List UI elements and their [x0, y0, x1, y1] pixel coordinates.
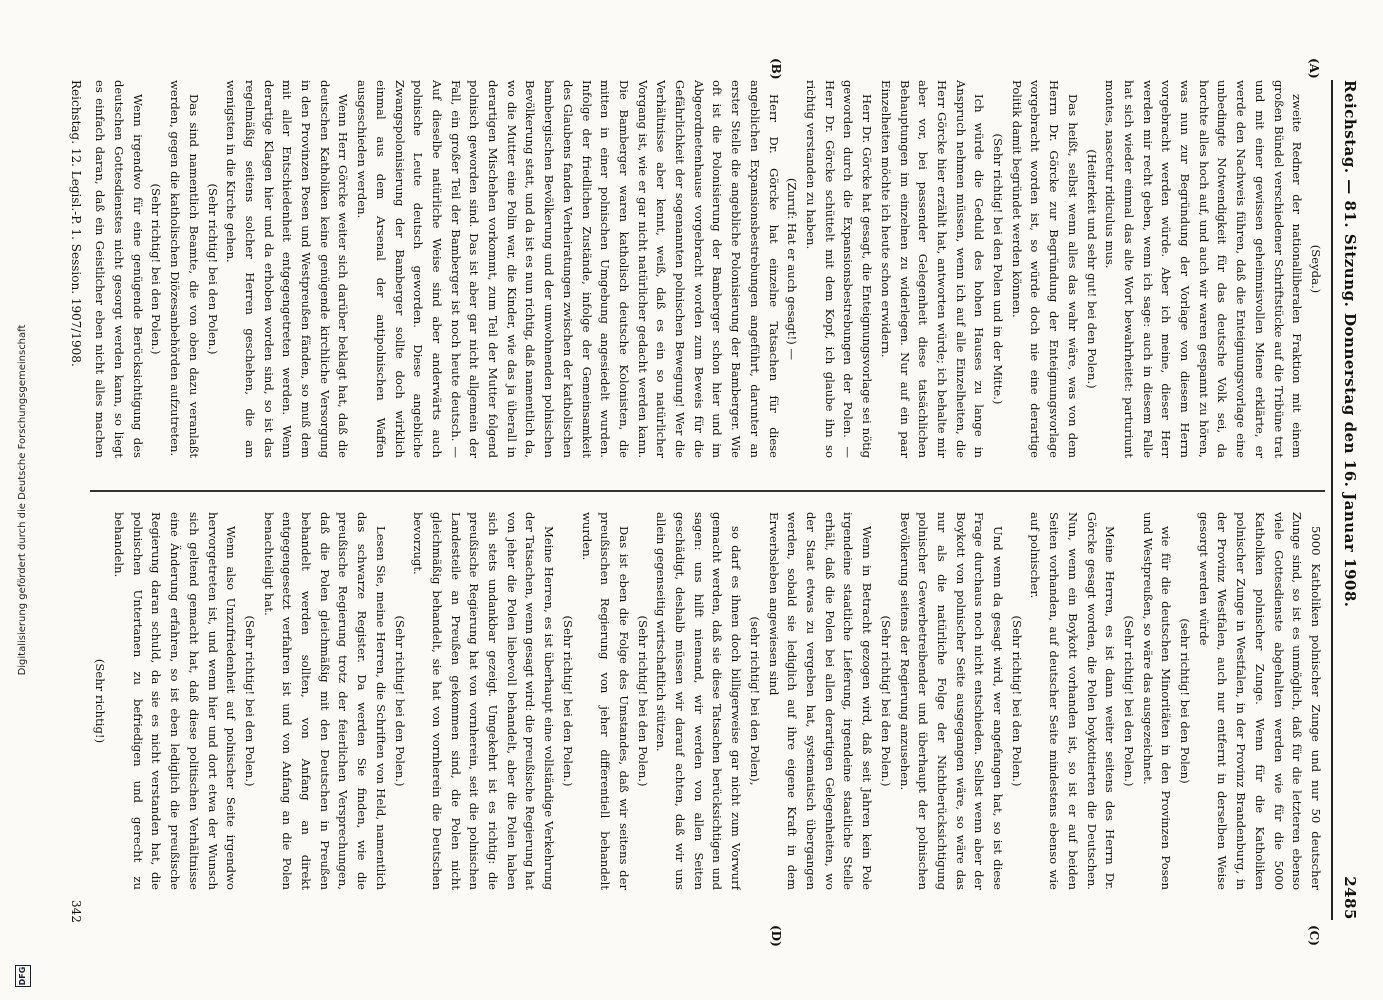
paragraph: Herr Dr. Görcke hat gesagt, die Enteignungsvorlage sei nötig geworden durch die Expansionsbestrebungen der Polen. — Herr Dr. Görcke schüttelt mit dem Kopf, ich glaube ihn so richtig verstanden zu haben. — [804, 80, 875, 458]
paragraph — [90, 512, 91, 890]
paragraph: Das ist eben die Folge des Umstandes, daß wir seitens der preußischen Regierung von jeher differentiell behandelt wurden. — [579, 512, 631, 890]
paragraph: (Zuruf: Hat er auch gesagt!) — — [785, 177, 800, 361]
left-text-column — [90, 80, 1325, 458]
margin-marker-b: (B) — [769, 58, 783, 80]
paragraph: (Sehr richtig!) — [93, 658, 108, 744]
paragraph: (Sehr richtig! bei den Polen.) — [1009, 615, 1024, 787]
paragraph: (Seyda.) — [1309, 244, 1323, 294]
margin-marker-d: (D) — [769, 925, 783, 947]
paragraph: (Sehr richtig! bei den Polen.) — [1121, 615, 1136, 787]
paragraph: Das heißt, selbst wenn alles das wahr wäre, was von dem Herrn Dr. Görcke zur Begründung der Enteignungsvorlage vorgebracht worden ist, so würde doch nie eine derartige Politik damit begründet werden können. — [1009, 80, 1080, 458]
dfg-funding-note: Digitalisierung gefördert durch die Deutsche Forschungsgemeinschaft — [17, 324, 28, 676]
margin-marker-a: (A) — [1307, 58, 1321, 79]
paragraph: (sehr richtig! bei den Polen) — [1178, 618, 1193, 784]
column-divider — [90, 490, 1325, 492]
paragraph: (Sehr richtig! bei den Polen.) — [878, 615, 893, 787]
header-title: Reichstag. — 81. Sitzung. Donnerstag den 16. Januar 1908. — [1341, 80, 1359, 608]
paragraph: so darf es ihnen doch billigerweise gar nicht zum Vorwurf gemacht werden, daß sie diese Tatsachen berücksichtigen und sagen: uns hilft niemand, wir werden von allen Seiten geschädigt, deshalb müssen wir darauf achten, daß wir uns allein gegenseitig wirtschaftlich stützen. — [654, 512, 744, 890]
footer-page-number: 342 — [69, 900, 83, 923]
paragraph: Meine Herren, es ist überhaupt eine vollständige Verkehrung der Tatsachen, wenn gesagt wird: die preußische Regierung hat von jeher die Polen liebevoll behandelt, aber die Polen haben sich stets undankbar gezeigt. Umgekehrt ist es richtig: die preußische Regierung hat von vornherein, seit die polnischen Landesteile an Preußen gekommen sind, die Polen nicht gleichmäßig behandelt, sie hat von vornherein die Deutschen bevorzugt. — [411, 512, 557, 890]
paragraph: zweite Redner der nationalliberalen Fraktion mit einem großen Bündel verschiedener Schriftstücke auf die Tribüne trat und mit einer gewissen geheimnisvollen Miene erklärte, er werde den Nachweis führen, daß die Enteignungsvorlage eine unbedingte Notwendigkeit für das deutsche Volk sei, da horchte alles hoch auf, und auch wir waren gespannt zu hören, was nun zur Begründung der Vorlage von diesem Herrn vorgebracht werden würde. Aber ich meine, dieser Herr werden mir recht geben, wenn ich sage: auch in diesem Falle hat sich wieder einmal das alte Wort bewahrheitet: parturiunt montes, nascetur ridiculus mus. — [1103, 80, 1305, 458]
paragraph: wie für die deutschen Minoritäten in den Provinzen Posen und Westpreußen, so wäre das ausgezeichnet. — [1140, 512, 1174, 890]
margin-marker-c: (C) — [1307, 925, 1321, 946]
header-rule — [1331, 80, 1333, 920]
paragraph: (Sehr richtig! bei den Polen.) — [149, 183, 164, 355]
footer-session-info: Reichstag. 12. Legisl.-P. 1. Session. 1907/1908. — [69, 80, 83, 367]
right-text-column — [90, 512, 1325, 890]
paragraph: (Sehr richtig! bei den Polen.) — [205, 183, 220, 355]
paragraph: (sehr richtig! bei den Polen), — [747, 616, 762, 786]
paragraph: (Heiterkeit und sehr gut! bei den Polen.) — [1084, 149, 1099, 389]
paragraph: Lesen Sie, meine Herren, die Schriften von Held, namentlich das schwarze Register. Da werden Sie finden, wie die preußische Regierung trotz der feierlichen Versprechungen, daß die Polen gleichmäßig mit den Deutschen in Preußen behandelt werden sollten, von Anfang an direkt entgegengesetzt verfahren ist und von Anfang an die Polen benachteiligt hat. — [261, 512, 388, 890]
dfg-logo-icon: DFG — [15, 965, 31, 987]
paragraph: (Sehr richtig! bei den Polen.) — [242, 615, 257, 787]
paragraph: Wenn also Unzufriedenheit auf polnischer Seite irgendwo hervorgetreten ist, und wenn hier und dort etwa der Wunsch sich geltend gemacht hat, daß diese politischen Verhältnisse eine Änderung erfahren, so ist eben lediglich die preußische Regierung daran schuld, da sie es nicht verstanden hat, die polnischen Untertanen zu befriedigen und gerecht zu behandeln. — [112, 512, 239, 890]
paragraph: (Sehr richtig! bei den Polen.) — [560, 615, 575, 787]
header-page-number: 2485 — [1341, 876, 1359, 920]
paragraph: Das sind namentlich Beamte, die von oben dazu veranlaßt werden, gegen die katholischen Diözesanbehörden aufzutreten. — [168, 80, 201, 458]
paragraph: Wenn in Betracht gezogen wird, daß seit Jahren kein Pole irgendeine staatliche Lieferung, irgendeine staatliche Stelle erhält, daß die Polen bei allen derartigen Gelegenheiten, wo der Staat etwas zu vergeben hat, systematisch übergangen werden, sobald sie lediglich auf ihre eigene Kraft in dem Erwerbsleben angewiesen sind — [766, 512, 875, 890]
paragraph: Ich würde die Geduld des hohen Hauses zu lange in Anspruch nehmen müssen, wenn ich auf alle Einzelheiten, die Herr Görcke hier erzählt hat, antworten würde; ich behalte mir aber vor, bei passender Gelegenheit diese tatsächlichen Behauptungen im einzelnen zu widerlegen. Nur auf ein paar Einzelheiten möchte ich heute schon erwidern. — [878, 80, 987, 458]
page-header — [1335, 80, 1365, 920]
paragraph: Wenn Herr Görcke weiter sich darüber beklagt hat, daß die deutschen Katholiken keine genügende kirchliche Versorgung in den Provinzen Posen und Westpreußen fänden, so muß dem mit aller Entschiedenheit entgegengetreten werden. Wenn derartige Klagen hier und da erhoben worden sind, so ist das regelmäßig seitens solcher Herren geschehen, die am wenigsten in die Kirche gehen. — [224, 80, 351, 458]
paragraph: Herr Dr. Görcke hat einzelne Tatsachen für diese angeblichen Expansionsbestrebungen angeführt, darunter an erster Stelle die angebliche Polonisierung der Bamberger. Wie oft ist die Polonisierung der Bamberger schon hier und im Abgeordnetenhause vorgebracht worden zum Beweis für die Gefährlichkeit der sogenannten polnischen Bewegung! Wer die Verhältnisse aber kennt, weiß, daß es ein so natürlicher Vorgang ist, wie er gar nicht natürlicher gedacht werden kann. Die Bamberger waren katholisch deutsche Kolonisten, die mitten in einer polnischen Umgebung angesiedelt wurden. Infolge der friedlichen Zustände, infolge der Gemeinsamkeit des Glaubens fanden Verheiratungen zwischen der katholischen bambergischen Bevölkerung und der umwohnenden polnischen Bevölkerung statt, und da ist es nun richtig, daß namentlich da, wo die Mutter eine Polin war, die Kinder, wie das ja überall in derartigen Mischehen vorkommt, zum Teil der Mutter folgend polnisch geworden sind. Das ist aber gar nicht allgemein der Fall, ein großer Teil der Bamberger ist noch heute deutsch. — Auf dieselbe natürliche Weise sind aber anderwärts auch polnische Leute deutsch geworden. Diese angebliche Zwangspolonisierung der Bamberger sollte doch wirklich einmal aus dem Arsenal der antipolnischen Waffen ausgeschieden werden. — [355, 80, 781, 458]
paragraph: Und wenn da gesagt wird, wer angefangen hat, so ist diese Frage durchaus noch nicht entschieden. Selbst wenn aber der Boykott von polnischer Seite ausgegangen wäre, so wäre das nur als die natürliche Folge der Nichtberücksichtigung polnischer Gewerbetreibender und überhaupt der polnischen Bevölkerung seitens der Regierung anzusehen. — [897, 512, 1006, 890]
paragraph: Wenn irgendwo für eine genügende Berücksichtigung des deutschen Gottesdienstes nicht gesorgt werden kann, so liegt es einfach daran, daß ein Geistlicher eben nicht alles machen — [93, 80, 145, 458]
paragraph: (Sehr richtig! bei den Polen.) — [635, 615, 650, 787]
paragraph: (Sehr richtig! bei den Polen.) — [392, 615, 407, 787]
paragraph: 5000 Katholiken polnischer Zunge und nur 50 deutscher Zunge sind, so ist es unmöglich, daß für die letzteren ebenso viele Gottesdienste abgehalten werden wie für die 5000 Katholiken polnischer Zunge. Wenn für die Katholiken polnischer Zunge in Westfalen, in der Provinz Brandenburg, in der Provinz Westfalen, auch nur entfernt in derselben Weise gesorgt werden würde — [1196, 512, 1323, 890]
paragraph: (Sehr richtig! bei den Polen und in der Mitte.) — [991, 133, 1006, 405]
paragraph: Meine Herren, es ist dann weiter seitens des Herrn Dr. Görcke gesagt worden, die Polen boykottierten die Deutschen. Nun, wenn ein Boykott vorhanden ist, so ist er auf beiden Seiten vorhanden, auf deutscher Seite mindestens ebenso wie auf polnischer. — [1028, 512, 1118, 890]
